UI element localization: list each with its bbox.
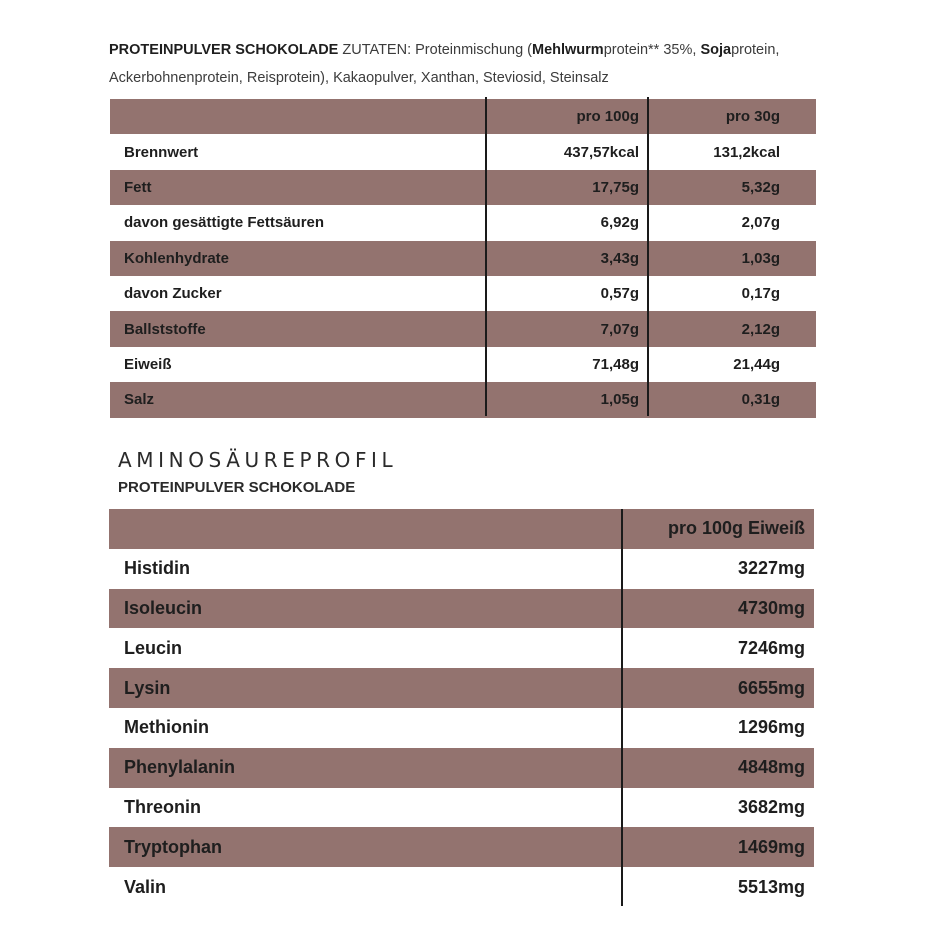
nutrient-per100: 7,07g — [600, 320, 639, 338]
nutrient-label: davon Zucker — [124, 285, 222, 303]
nutrient-label: Brennwert — [124, 143, 199, 161]
zutaten-label: ZUTATEN: Proteinmischung ( — [342, 42, 532, 58]
nutrient-label: Ballststoffe — [124, 320, 206, 338]
amino-label: Valin — [124, 876, 167, 897]
mehlwurm-rest: protein** 35%, — [603, 42, 701, 58]
nutrient-per30: 1,03g — [741, 249, 780, 267]
amino-label: Leucin — [124, 637, 183, 658]
nutrition-row — [110, 311, 816, 346]
amino-value: 3227mg — [737, 558, 805, 579]
amino-value: 1296mg — [737, 717, 805, 738]
nutrition-row — [110, 205, 816, 240]
nutrition-row — [110, 382, 816, 417]
nutrition-table — [110, 99, 816, 418]
nutrition-row — [110, 276, 816, 311]
nutrient-per100: 3,43g — [600, 249, 639, 267]
nutrition-column-divider — [485, 97, 487, 416]
nutrient-label: davon gesättigte Fettsäuren — [124, 214, 325, 232]
amino-value: 4848mg — [737, 757, 805, 778]
soja-bold: Soja — [700, 42, 732, 58]
nutrient-label: Fett — [124, 178, 152, 196]
soja-rest: protein, — [731, 42, 780, 58]
header-per100: pro 100g — [576, 108, 639, 126]
nutrient-label: Salz — [124, 391, 155, 409]
amino-label: Phenylalanin — [124, 757, 236, 778]
amino-label: Lysin — [124, 677, 171, 698]
nutrition-row — [110, 241, 816, 276]
amino-row — [109, 668, 814, 708]
product-name: PROTEINPULVER SCHOKOLADE — [109, 42, 339, 58]
nutrient-per30: 2,12g — [741, 320, 780, 338]
nutrient-per30: 131,2kcal — [713, 143, 780, 161]
amino-row — [109, 549, 814, 589]
amino-header-row — [109, 509, 814, 549]
amino-value: 4730mg — [737, 597, 805, 618]
nutrient-per30: 5,32g — [741, 178, 780, 196]
amino-row — [109, 708, 814, 748]
nutrient-per100: 0,57g — [600, 285, 639, 303]
mehlwurm-bold: Mehlwurm — [532, 42, 604, 58]
nutrition-header-row — [110, 99, 816, 134]
amino-row — [109, 589, 814, 629]
ingredients-text — [109, 36, 869, 92]
amino-row — [109, 788, 814, 828]
nutrient-per100: 437,57kcal — [563, 143, 639, 161]
nutrition-row — [110, 347, 816, 382]
nutrient-per100: 1,05g — [600, 391, 639, 409]
amino-label: Histidin — [124, 558, 190, 579]
amino-value: 7246mg — [737, 637, 805, 658]
amino-row — [109, 628, 814, 668]
amino-label: Methionin — [124, 717, 209, 738]
amino-header-value: pro 100g Eiweiß — [667, 518, 805, 539]
amino-title: AMINOSÄUREPROFIL — [118, 448, 398, 472]
amino-value: 3682mg — [737, 796, 805, 817]
nutrient-per100: 71,48g — [592, 355, 639, 373]
header-per30: pro 30g — [725, 108, 780, 126]
amino-label: Threonin — [124, 796, 201, 817]
nutrient-per100: 17,75g — [592, 178, 639, 196]
nutrition-column-divider — [647, 97, 649, 416]
ingredients-line2: Ackerbohnenprotein, Reisprotein), Kakaopulver, Xanthan, Steviosid, Steinsalz — [109, 70, 609, 86]
amino-label: Isoleucin — [124, 597, 203, 618]
amino-row — [109, 748, 814, 788]
amino-row — [109, 827, 814, 867]
amino-subtitle: PROTEINPULVER SCHOKOLADE — [118, 479, 356, 496]
amino-value: 1469mg — [737, 836, 805, 857]
amino-table — [109, 509, 814, 907]
nutrient-per100: 6,92g — [600, 214, 639, 232]
amino-value: 6655mg — [737, 677, 805, 698]
nutrient-per30: 21,44g — [733, 355, 780, 373]
nutrient-label: Kohlenhydrate — [124, 249, 230, 267]
amino-value: 5513mg — [737, 876, 805, 897]
nutrient-label: Eiweiß — [124, 355, 172, 373]
amino-column-divider — [621, 509, 623, 906]
nutrient-per30: 0,31g — [741, 391, 780, 409]
nutrient-per30: 2,07g — [741, 214, 780, 232]
amino-label: Tryptophan — [124, 836, 222, 857]
amino-row — [109, 867, 814, 907]
nutrient-per30: 0,17g — [741, 285, 780, 303]
nutrition-row — [110, 134, 816, 169]
nutrition-row — [110, 170, 816, 205]
